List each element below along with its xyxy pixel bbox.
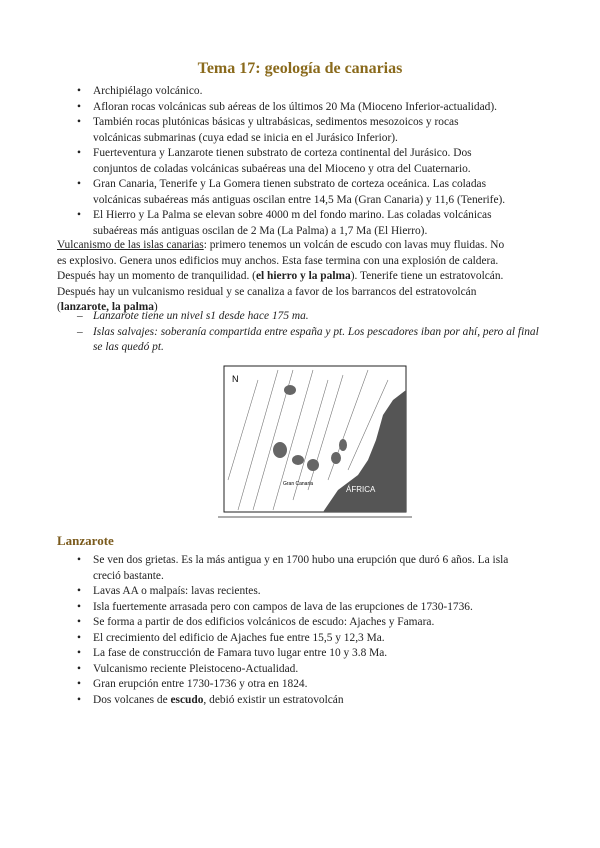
- bullet-icon: •: [77, 585, 81, 597]
- section-heading-lanzarote: Lanzarote: [57, 533, 114, 548]
- list-item: [0, 100, 600, 116]
- dash-icon: –: [77, 310, 83, 322]
- bold-text: el hierro y la palma: [255, 270, 351, 282]
- list-item: [0, 115, 600, 146]
- bullet-icon: •: [77, 178, 81, 190]
- bullet-icon: •: [77, 647, 81, 659]
- paragraph-text: Después hay un momento de tranquilidad. (: [57, 270, 256, 282]
- bullet-icon: •: [77, 678, 81, 690]
- paragraph-line: es explosivo. Genera unos edificios muy anchos. Esta fase termina con una explosión de caldera.: [57, 254, 499, 267]
- vulcanismo-paragraph: [57, 238, 504, 316]
- intro-bullet-list: [0, 84, 600, 239]
- bullet-icon: •: [77, 631, 81, 644]
- paragraph-text: ): [153, 301, 158, 313]
- paragraph-heading: Vulcanismo de las islas canarias: [57, 239, 204, 251]
- list-item-line: También rocas plutónicas básicas y ultrabásicas, sedimentos mesozoicos y rocas: [93, 116, 459, 128]
- list-item: [0, 84, 600, 100]
- paragraph-line: : primero tenemos un volcán de escudo con lavas muy fluidas. No: [203, 239, 505, 251]
- canary-islands-map: [218, 360, 412, 520]
- bullet-icon: •: [77, 116, 81, 128]
- list-item-line: volcánicas submarinas (cuya edad se inicia en el Jurásico Inferior).: [93, 131, 398, 144]
- bullet-icon: •: [77, 693, 81, 706]
- paragraph-text: ). Tenerife tiene un estratovolcán.: [350, 270, 504, 282]
- africa-label: ÁFRICA: [346, 485, 376, 494]
- list-item: [0, 693, 600, 709]
- paragraph-text: (: [57, 301, 61, 313]
- bullet-icon: •: [77, 616, 81, 628]
- list-item: [0, 177, 600, 208]
- list-item: [0, 615, 600, 631]
- list-item-line: Gran erupción entre 1730-1736 y otra en 1824.: [93, 678, 308, 690]
- list-item: [0, 325, 600, 356]
- list-item-line: Lavas AA o malpaís: lavas recientes.: [93, 585, 261, 597]
- bullet-icon: •: [77, 600, 81, 613]
- list-item: [0, 584, 600, 600]
- list-item-line: conjuntos de coladas volcánicas subaéreas una del Mioceno y otra del Cuaternario.: [93, 162, 471, 175]
- list-item: [0, 208, 600, 239]
- list-item-line: El Hierro y La Palma se elevan sobre 4000 m del fondo marino. Las coladas volcánicas: [93, 209, 492, 221]
- list-item: [0, 646, 600, 662]
- bold-text: lanzarote, la palma: [60, 301, 154, 313]
- list-item-line: Se ven dos grietas. Es la más antigua y en 1700 hubo una erupción que duró 6 años. La isla: [93, 554, 509, 566]
- list-item-line: volcánicas subaéreas más antiguas oscilan entre 14,5 Ma (Gran Canaria) y 11,6 (Tenerife).: [93, 193, 506, 206]
- bullet-icon: •: [77, 85, 81, 97]
- list-item: [0, 309, 600, 325]
- list-item-line: Archipiélago volcánico.: [93, 85, 203, 97]
- list-item-line: Vulcanismo reciente Pleistoceno-Actualidad.: [93, 662, 299, 675]
- list-item: [0, 677, 600, 693]
- list-item: [0, 662, 600, 678]
- bullet-icon: •: [77, 662, 81, 675]
- list-item-line: El crecimiento del edificio de Ajaches fue entre 15,5 y 12,3 Ma.: [93, 631, 385, 644]
- bullet-icon: •: [77, 100, 81, 113]
- list-item-line: Islas salvajes: soberanía compartida entre españa y pt. Los pescadores iban por ahí, pero al final: [93, 325, 539, 338]
- list-item-line: Fuerteventura y Lanzarote tienen substrato de corteza continental del Jurásico. Dos: [93, 147, 472, 159]
- list-item-line: La fase de construcción de Famara tuvo lugar entre 10 y 3.8 Ma.: [93, 647, 388, 659]
- gran-canaria-label: Gran Canaria: [283, 481, 314, 487]
- dash-icon: –: [77, 325, 83, 338]
- list-item-line: se las quedó pt.: [93, 341, 164, 353]
- page-title: Tema 17: geología de canarias: [197, 60, 403, 77]
- list-item-line: subaéreas más antiguas oscilan de 2 Ma (La Palma) a 1,7 Ma (El Hierro).: [93, 224, 428, 237]
- list-item-text: , debió existir un estratovolcán: [203, 693, 344, 706]
- list-item-line: Isla fuertemente arrasada pero con campos de lava de las erupciones de 1730-1736.: [93, 600, 473, 613]
- list-item-text: Dos volcanes de: [93, 693, 171, 706]
- list-item: [0, 600, 600, 616]
- bullet-icon: •: [77, 554, 81, 566]
- bold-text: escudo: [170, 693, 204, 706]
- list-item-line: Afloran rocas volcánicas sub aéreas de los últimos 20 Ma (Mioceno Inferior-actualidad).: [93, 100, 497, 113]
- bullet-icon: •: [77, 147, 81, 159]
- list-item-line: Gran Canaria, Tenerife y La Gomera tienen substrato de corteza oceánica. Las coladas: [93, 178, 487, 190]
- list-item: [0, 146, 600, 177]
- list-item-line: Se forma a partir de dos edificios volcánicos de escudo: Ajaches y Famara.: [93, 616, 435, 628]
- north-arrow-label: N: [232, 374, 239, 384]
- list-item-line: Lanzarote tiene un nivel s1 desde hace 175 ma.: [93, 310, 309, 322]
- list-item-line: creció bastante.: [93, 569, 164, 582]
- lanzarote-bullet-list: [0, 553, 600, 708]
- paragraph-line: Después hay un vulcanismo residual y se canaliza a favor de los barrancos del estratovolcán: [57, 285, 477, 298]
- bullet-icon: •: [77, 209, 81, 221]
- list-item: [0, 631, 600, 647]
- list-item: [0, 553, 600, 584]
- dash-list: [0, 309, 600, 356]
